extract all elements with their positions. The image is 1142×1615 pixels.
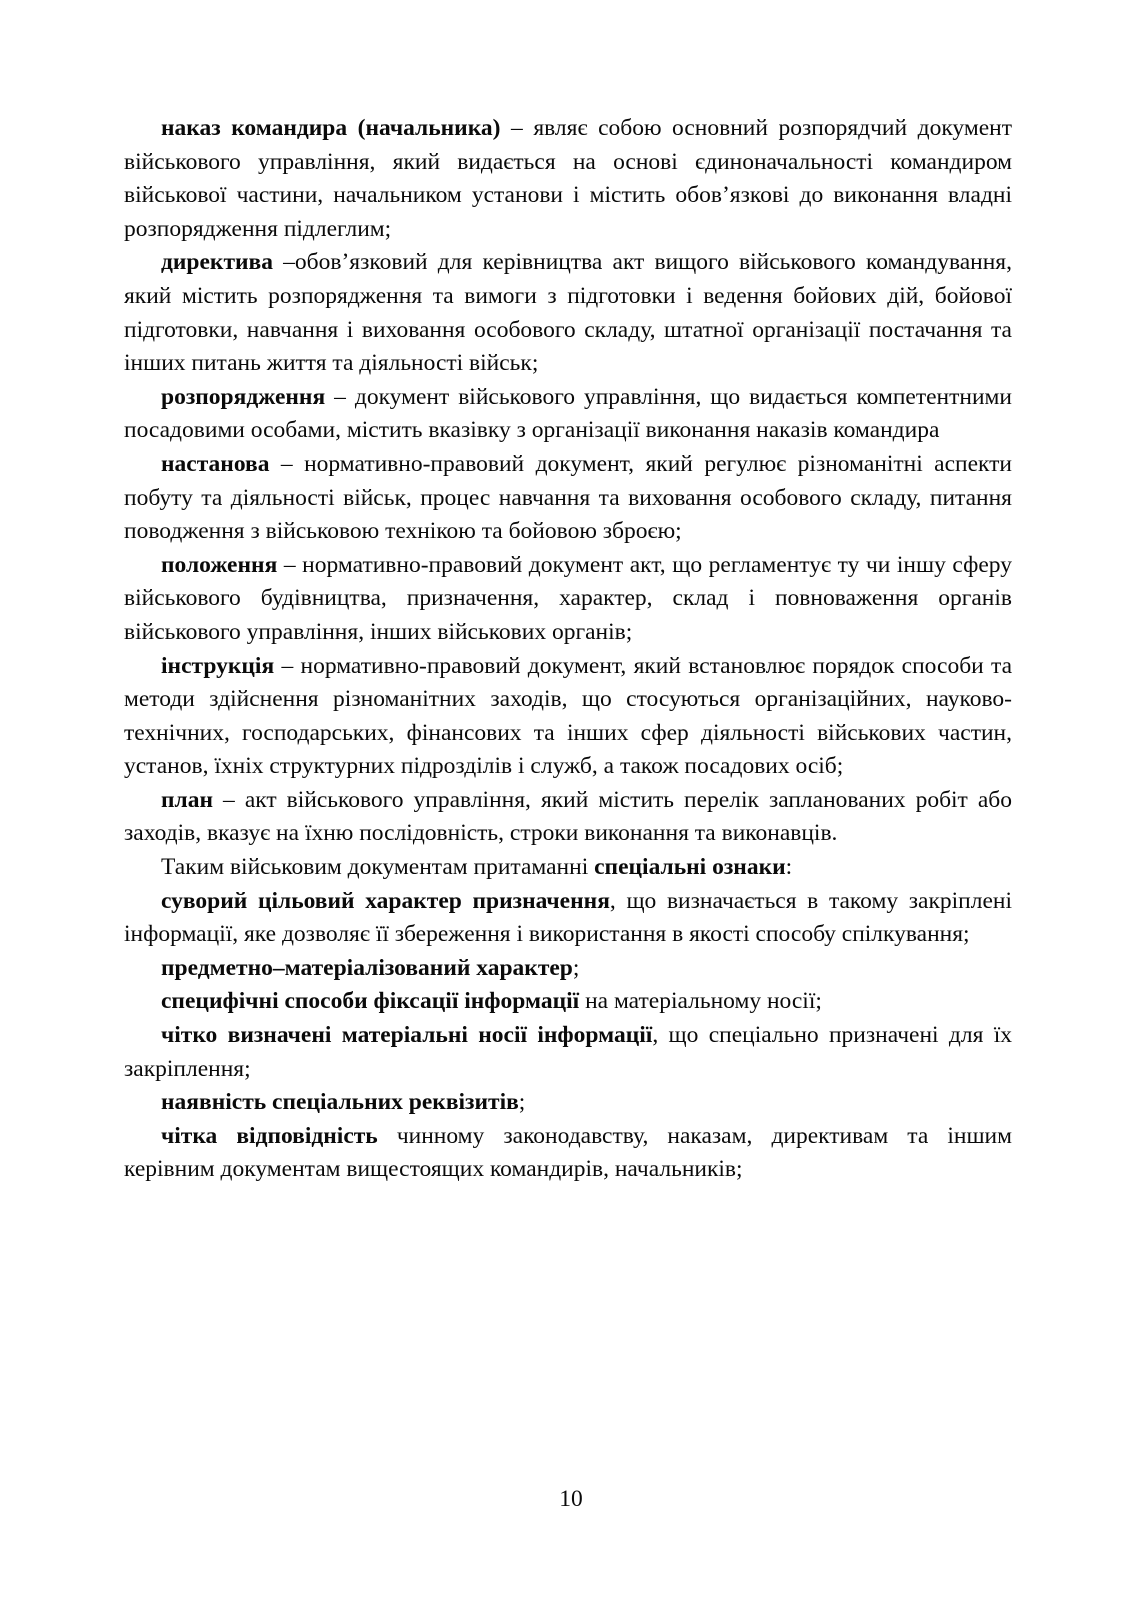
term-bold: інструкція bbox=[161, 652, 275, 679]
paragraph-text: – акт військового управління, який містить перелік запланованих робіт або заходів, вказує на їхню послідовність, строки виконання та виконавців. bbox=[124, 786, 1012, 847]
paragraph-naiavnist-rekvizytiv bbox=[124, 1086, 1012, 1120]
term-bold: настанова bbox=[161, 450, 270, 477]
term-bold: розпорядження bbox=[161, 383, 326, 410]
paragraph-text: чинному законодавству, наказам, директивам та іншим керівним документам вищестоящих командирів, начальників; bbox=[124, 1122, 1012, 1183]
paragraph-text: – нормативно-правовий документ, який встановлює порядок способи та методи здійснення різноманітних заходів, що стосуються організаційних, науково-технічних, господарських, фінансових та інших сфер діяльності військових частин, установ, їхніх структурних підрозділів і служб, а також посадових осіб; bbox=[124, 652, 1012, 780]
paragraph-text: , що визначається в такому закріплені інформації, яке дозволяє її збереження і використання в якості способу спілкування; bbox=[124, 887, 1012, 948]
page-number: 10 bbox=[559, 1486, 583, 1512]
paragraph-chitka-vidpovidnist bbox=[124, 1120, 1012, 1187]
paragraph-text: – нормативно-правовий документ, який регулює різноманітні аспекти побуту та діяльності військ, процес навчання та виховання особового складу, питання поводження з військовою технікою та бойовою зброєю; bbox=[124, 450, 1012, 545]
term-bold: суворий цільовий характер призначення bbox=[161, 887, 610, 914]
paragraph-text: ; bbox=[518, 1089, 526, 1116]
term-bold: положення bbox=[161, 551, 278, 578]
paragraph-instruktsiia bbox=[124, 650, 1012, 784]
text-block bbox=[124, 112, 1012, 1187]
term-bold: план bbox=[161, 786, 214, 813]
paragraph-chitko-vyznacheni bbox=[124, 1019, 1012, 1086]
term-bold: наявність спеціальних реквізитів bbox=[161, 1089, 519, 1116]
term-bold: наказ командира (начальника) bbox=[161, 115, 501, 141]
paragraph-text: – нормативно-правовий документ акт, що регламентує ту чи іншу сферу військового будівництва, призначення, характер, склад і повноваження органів військового управління, інших військових органів; bbox=[124, 551, 1012, 645]
paragraph-text: : bbox=[785, 854, 793, 881]
paragraph-text: – являє собою основний розпорядчий документ військового управління, який видається на основі єдиноначальності командиром військової частини, начальником установи і містить обов’язкові до виконання владні розпорядження підлеглим; bbox=[124, 115, 1013, 242]
paragraph-spetsialni-oznaky bbox=[124, 851, 1012, 885]
paragraph-text: – документ військового управління, що видається компетентними посадовими особами, містить вказівку з організації виконання наказів командира bbox=[124, 383, 1012, 444]
term-bold: директива bbox=[161, 249, 273, 276]
paragraph-text: –обов’язковий для керівництва акт вищого військового командування, який містить розпорядження та вимоги з підготовки і ведення бойових дій, бойової підготовки, навчання і виховання особового складу, штатної організації постачання та інших питань життя та діяльності військ; bbox=[124, 249, 1012, 377]
paragraph-nakaz-komandyra bbox=[124, 112, 1012, 246]
paragraph-pre: Таким військовим документам притаманні bbox=[161, 854, 595, 881]
paragraph-suvoryi-tsilovyi bbox=[124, 885, 1012, 952]
paragraph-polozhennia bbox=[124, 549, 1012, 650]
term-bold: спеціальні ознаки bbox=[594, 854, 786, 881]
paragraph-nastanova bbox=[124, 448, 1012, 549]
paragraph-predmetno-materializovanyi bbox=[124, 952, 1012, 986]
paragraph-dyrektyva bbox=[124, 246, 1012, 380]
paragraph-rozporiadzhennia bbox=[124, 381, 1012, 448]
term-bold: предметно–матеріалізований характер bbox=[161, 954, 573, 981]
term-bold: специфічні способи фіксації інформації bbox=[161, 988, 580, 1015]
paragraph-text: на матеріальному носії; bbox=[579, 988, 822, 1015]
paragraph-plan bbox=[124, 784, 1012, 851]
paragraph-spetsyfichni-sposoby bbox=[124, 985, 1012, 1019]
paragraph-text: ; bbox=[572, 954, 580, 981]
term-bold: чітка відповідність bbox=[161, 1122, 378, 1149]
term-bold: чітко визначені матеріальні носії інформації bbox=[161, 1022, 653, 1049]
paragraph-text: , що спеціально призначені для їх закріплення; bbox=[124, 1022, 1012, 1082]
